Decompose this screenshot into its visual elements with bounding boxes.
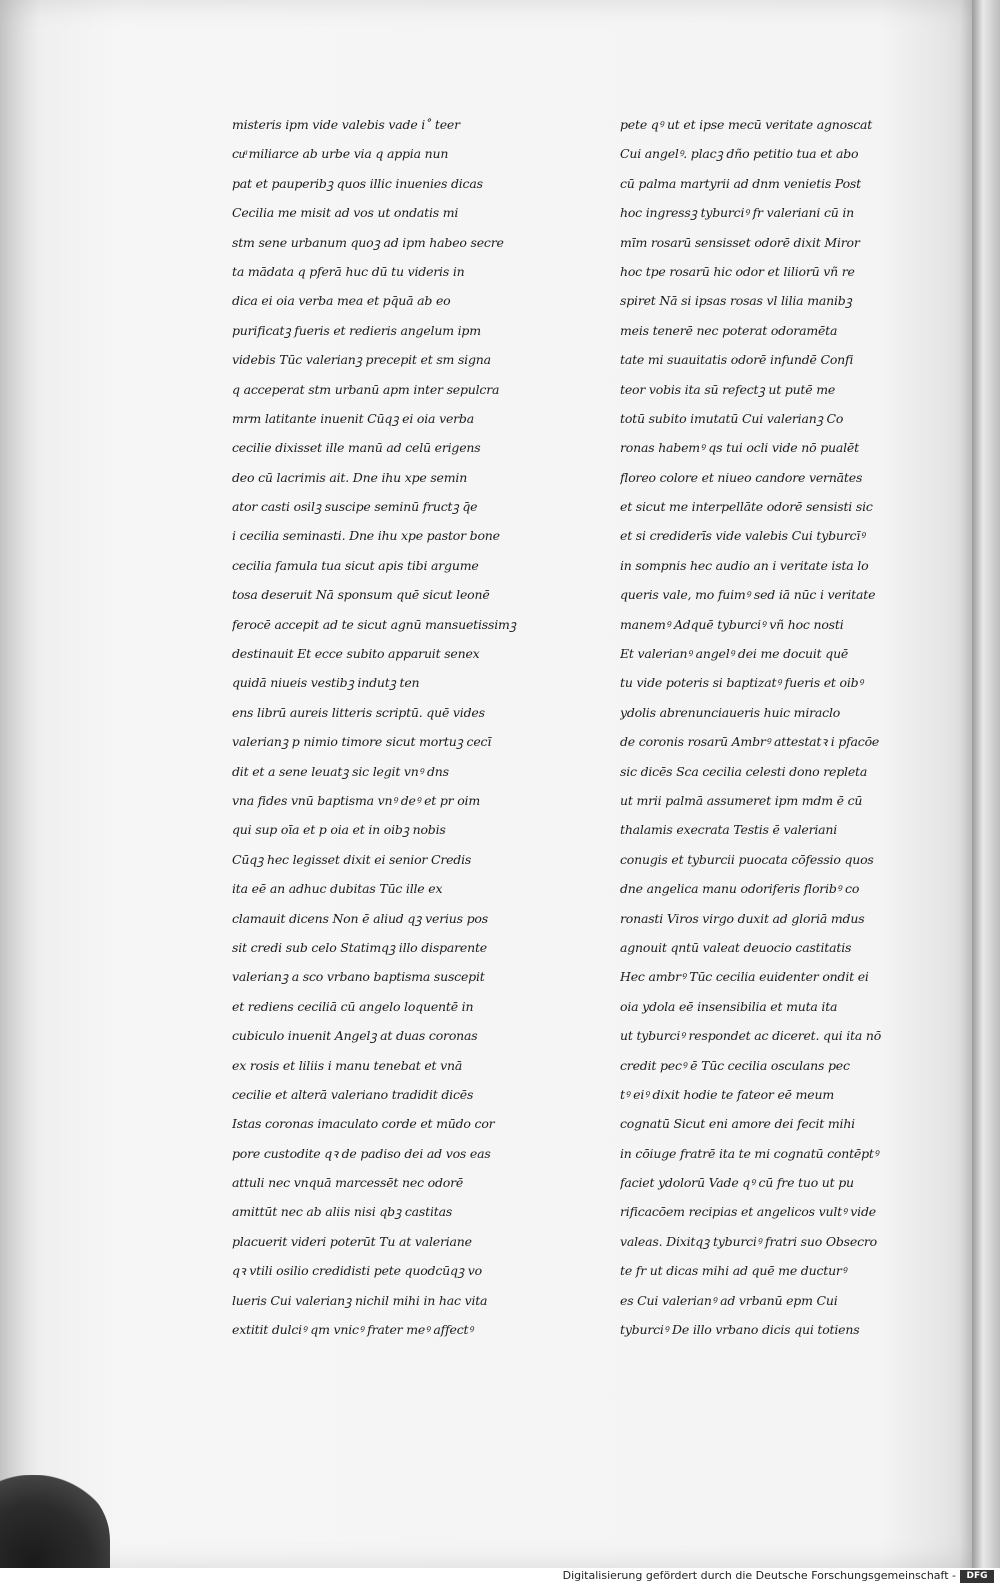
manuscript-line: ronasti Viros virgo duxit ad gloriā mdus (620, 910, 865, 926)
manuscript-line: cognatū Sicut eni amore dei fecit mihi (620, 1116, 855, 1132)
manuscript-line: tate mi suauitatis odorē infundē Confi (620, 352, 854, 368)
manuscript-line: ydolis abrenunciaueris huic miraclo (620, 704, 841, 720)
page-edge (972, 0, 1000, 1568)
manuscript-line: thalamis execrata Testis ē valeriani (620, 822, 838, 838)
manuscript-line: extitit dulciꝰ qm vnicꝰ frater meꝰ affectꝰ (232, 1322, 473, 1338)
manuscript-line: destinauit Et ecce subito apparuit senex (232, 646, 480, 662)
manuscript-line: cū palma martyrii ad dnm venietis Post (620, 175, 861, 191)
manuscript-line: quidā niueis vestibꝫ indutꝫ ten (232, 675, 420, 691)
manuscript-line: ator casti osilꝫ suscipe seminū fructꝫ q̄e (232, 499, 478, 515)
manuscript-line: stm sene urbanum quoꝫ ad ipm habeo secre (232, 234, 504, 250)
manuscript-line: mrm latitante inuenit Cūqꝫ ei oia verba (232, 410, 474, 426)
manuscript-line: ta mādata q pferā huc dū tu videris in (232, 263, 465, 279)
manuscript-line: ronas habemꝰ qs tui ocli vide nō pualēt (620, 440, 859, 456)
manuscript-line: valerianꝫ a sco vrbano baptisma suscepit (232, 969, 485, 985)
manuscript-line: clamauit dicens Non ē aliud qꝫ verius pos (232, 910, 488, 926)
manuscript-line: dne angelica manu odoriferis floribꝰ co (620, 881, 860, 897)
manuscript-line: ita eē an adhuc dubitas Tūc ille ex (232, 881, 443, 897)
manuscript-line: Cui angelꝰ. placꝫ dño petitio tua et abo (620, 146, 859, 162)
manuscript-line: totū subito imutatū Cui valerianꝫ Co (620, 410, 844, 426)
manuscript-line: et rediens ceciliā cū angelo loquentē in (232, 998, 474, 1014)
manuscript-line: tu vide poteris si baptizatꝰ fueris et oibꝰ (620, 675, 863, 691)
manuscript-line: cecilie dixisset ille manū ad celū erigens (232, 440, 481, 456)
manuscript-line: in cōiuge fratrē ita te mi cognatū contēptꝰ (620, 1145, 879, 1161)
manuscript-line: agnouit qntū valeat deuocio castitatis (620, 939, 852, 955)
dfg-logo: DFG (960, 1570, 994, 1583)
manuscript-line: cuͣ miliarce ab urbe via q appia nun (232, 146, 449, 162)
manuscript-line: et si crediderīs vide valebis Cui tyburcīꝰ (620, 528, 865, 544)
manuscript-line: ens librū aureis litteris scriptū. quē vides (232, 704, 485, 720)
manuscript-line: tyburciꝰ De illo vrbano dicis qui totiens (620, 1322, 860, 1338)
manuscript-line: q acceperat stm urbanū apm inter sepulcra (232, 381, 500, 397)
manuscript-line: de coronis rosarū Ambrꝰ attestatꝛ i pfacōe (620, 734, 880, 750)
manuscript-line: oia ydola eē insensibilia et muta ita (620, 998, 838, 1014)
manuscript-line: cecilie et alterā valeriano tradidit dicēs (232, 1086, 474, 1102)
footer-bar (0, 1568, 1000, 1585)
manuscript-line: placuerit videri poterūt Tu at valeriane (232, 1233, 472, 1249)
footer-credit: Digitalisierung gefördert durch die Deutsche Forschungsgemeinschaft - (562, 1569, 956, 1582)
manuscript-line: Hec ambrꝰ Tūc cecilia euidenter ondit ei (620, 969, 869, 985)
manuscript-line: et sicut me interpellāte odorē sensisti sic (620, 499, 873, 515)
manuscript-line: ut tyburciꝰ respondet ac diceret. qui ita nō (620, 1028, 882, 1044)
manuscript-line: spiret Nā si ipsas rosas vl lilia manibꝫ (620, 293, 852, 309)
manuscript-line: Et valerianꝰ angelꝰ dei me docuit quē (620, 646, 849, 662)
manuscript-line: ferocē accepit ad te sicut agnū mansuetissimꝫ (232, 616, 516, 632)
manuscript-line: es Cui valerianꝰ ad vrbanū epm Cui (620, 1292, 838, 1308)
manuscript-line: misteris ipm vide valebis vade i˚ teer (232, 117, 460, 132)
manuscript-line: i cecilia seminasti. Dne ihu xpe pastor bone (232, 528, 500, 544)
manuscript-line: pete qꝰ ut et ipse mecū veritate agnoscat (620, 117, 873, 132)
manuscript-line: mīm rosarū sensisset odorē dixit Miror (620, 234, 860, 250)
manuscript-line: hoc ingressꝫ tyburciꝰ fr valeriani cū in (620, 205, 855, 221)
manuscript-line: purificatꝫ fueris et redieris angelum ipm (232, 322, 481, 338)
left-text-column (232, 110, 580, 1344)
manuscript-line: Cūqꝫ hec legisset dixit ei senior Credis (232, 851, 472, 867)
manuscript-line: deo cū lacrimis ait. Dne ihu xpe semin (232, 469, 468, 485)
manuscript-line: faciet ydolorū Vade qꝰ cū fre tuo ut pu (620, 1175, 854, 1191)
manuscript-line: credit pecꝰ ē Tūc cecilia osculans pec (620, 1057, 850, 1073)
manuscript-line: attuli nec vnquā marcessēt nec odorē (232, 1175, 464, 1191)
manuscript-line: videbis Tūc valerianꝫ precepit et sm signa (232, 352, 491, 368)
manuscript-line: lueris Cui valerianꝫ nichil mihi in hac vita (232, 1292, 488, 1308)
manuscript-line: amittūt nec ab aliis nisi qbꝫ castitas (232, 1204, 453, 1220)
manuscript-line: qꝛ vtili osilio credidisti pete quodcūqꝫ vo (232, 1263, 482, 1279)
manuscript-line: qui sup oīa et p oia et in oibꝫ nobis (232, 822, 446, 838)
manuscript-line: in sompnis hec audio an i veritate ista lo (620, 557, 869, 573)
manuscript-line: manemꝰ Adquē tyburciꝰ vñ hoc nosti (620, 616, 844, 632)
manuscript-line: cecilia famula tua sicut apis tibi argume (232, 557, 479, 573)
manuscript-line: Istas coronas imaculato corde et mūdo cor (232, 1116, 495, 1132)
manuscript-line: teor vobis ita sū refectꝫ ut putē me (620, 381, 836, 397)
right-text-column (620, 110, 952, 1344)
manuscript-line: ex rosis et liliis i manu tenebat et vnā (232, 1057, 463, 1073)
manuscript-line: tꝰ eiꝰ dixit hodie te fateor eē meum (620, 1086, 834, 1102)
manuscript-line: meis tenerē nec poterat odoramēta (620, 322, 838, 338)
manuscript-line: pat et pauperibꝫ quos illic inuenies dicas (232, 175, 483, 191)
manuscript-line: te fr ut dicas mihi ad quē me ducturꝰ (620, 1263, 847, 1279)
manuscript-line: sic dicēs Sca cecilia celesti dono repleta (620, 763, 868, 779)
manuscript-line: valerianꝫ p nimio timore sicut mortuꝫ cecī (232, 734, 492, 750)
manuscript-line: queris vale, mo fuimꝰ sed iā nūc i veritate (620, 587, 876, 603)
manuscript-line: pore custodite qꝛ de padiso dei ad vos eas (232, 1145, 491, 1161)
manuscript-line: hoc tpe rosarū hic odor et liliorū vñ re (620, 263, 855, 279)
manuscript-line: floreo colore et niueo candore vernātes (620, 469, 863, 485)
manuscript-line: valeas. Dixitqꝫ tyburciꝰ fratri suo Obsecro (620, 1233, 877, 1249)
manuscript-line: tosa deseruit Nā sponsum quē sicut leonē (232, 587, 490, 603)
manuscript-line: conugis et tyburcii puocata cōfessio quos (620, 851, 874, 867)
manuscript-line: rificacōem recipias et angelicos vultꝰ vide (620, 1204, 876, 1220)
manuscript-line: ut mrii palmā assumeret ipm mdm ē cū (620, 792, 863, 808)
manuscript-line: sit credi sub celo Statimqꝫ illo disparente (232, 939, 487, 955)
manuscript-line: dit et a sene leuatꝫ sic legit vnꝰ dns (232, 763, 449, 779)
manuscript-line: vna fides vnū baptisma vnꝰ deꝰ et pr oim (232, 792, 480, 808)
manuscript-line: Cecilia me misit ad vos ut ondatis mi (232, 205, 459, 221)
manuscript-line: cubiculo inuenit Angelꝫ at duas coronas (232, 1028, 478, 1044)
manuscript-line: dica ei oia verba mea et pq̄uā ab eo (232, 293, 451, 309)
